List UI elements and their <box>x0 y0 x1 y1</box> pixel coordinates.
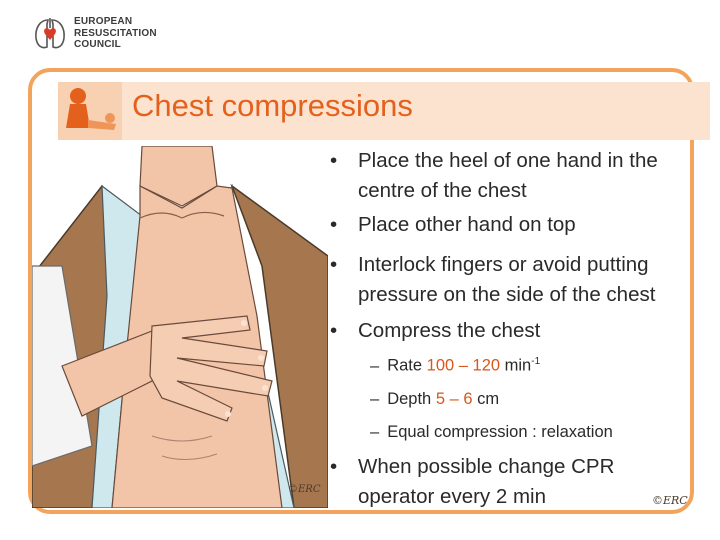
signature-text: ©ERC <box>652 494 688 507</box>
erc-logo <box>30 14 170 54</box>
sub-item-depth: – Depth 5 – 6 cm <box>370 390 500 408</box>
depth-label: Depth <box>387 390 432 408</box>
rate-label: Rate <box>387 356 423 375</box>
chest-compression-illustration <box>32 146 328 508</box>
list-item <box>330 210 576 240</box>
bullet-text: Compress the chest <box>358 319 541 342</box>
bullet-icon: • <box>330 213 338 236</box>
list-item <box>330 452 614 512</box>
bullet-icon: • <box>330 149 338 172</box>
page-title: Chest compressions <box>132 88 413 123</box>
lungs-heart-logo-icon <box>32 16 68 52</box>
list-item <box>330 250 655 310</box>
rate-unit: min <box>504 356 532 375</box>
equal-text: Equal compression : relaxation <box>387 423 613 441</box>
list-item <box>330 316 540 346</box>
logo-text <box>74 16 157 51</box>
depth-value: 5 – 6 <box>435 390 473 408</box>
rate-value: 100 – 120 <box>426 356 501 375</box>
bullet-text: When possible change CPR <box>358 455 615 478</box>
list-item <box>330 146 658 206</box>
bullet-text: Place other hand on top <box>358 213 576 236</box>
sub-item-rate: – Rate 100 – 120 $\min^{-1}$ <box>370 356 541 375</box>
illustration-watermark: ©ERC <box>288 484 321 495</box>
sub-item-equal: – Equal compression : relaxation <box>370 423 613 441</box>
bullet-text: Interlock fingers or avoid putting <box>358 253 649 276</box>
bullet-text: centre of the chest <box>358 179 527 202</box>
bullet-icon: • <box>330 253 338 276</box>
logo-line-3: COUNCIL <box>74 39 121 50</box>
logo-line-1: EUROPEAN <box>74 16 133 27</box>
bullet-text: pressure on the side of the chest <box>358 283 656 306</box>
bullet-text: Place the heel of one hand in the <box>358 149 658 172</box>
rate-exponent: -1 <box>531 356 541 367</box>
bullet-icon: • <box>330 455 338 478</box>
bullet-text: operator every 2 min <box>358 485 547 508</box>
bullet-icon: • <box>330 319 338 342</box>
logo-line-2: RESUSCITATION <box>74 27 157 39</box>
erc-signature-watermark <box>652 490 692 510</box>
cpr-thumbnail-icon <box>58 82 122 140</box>
depth-unit: cm <box>477 390 500 408</box>
